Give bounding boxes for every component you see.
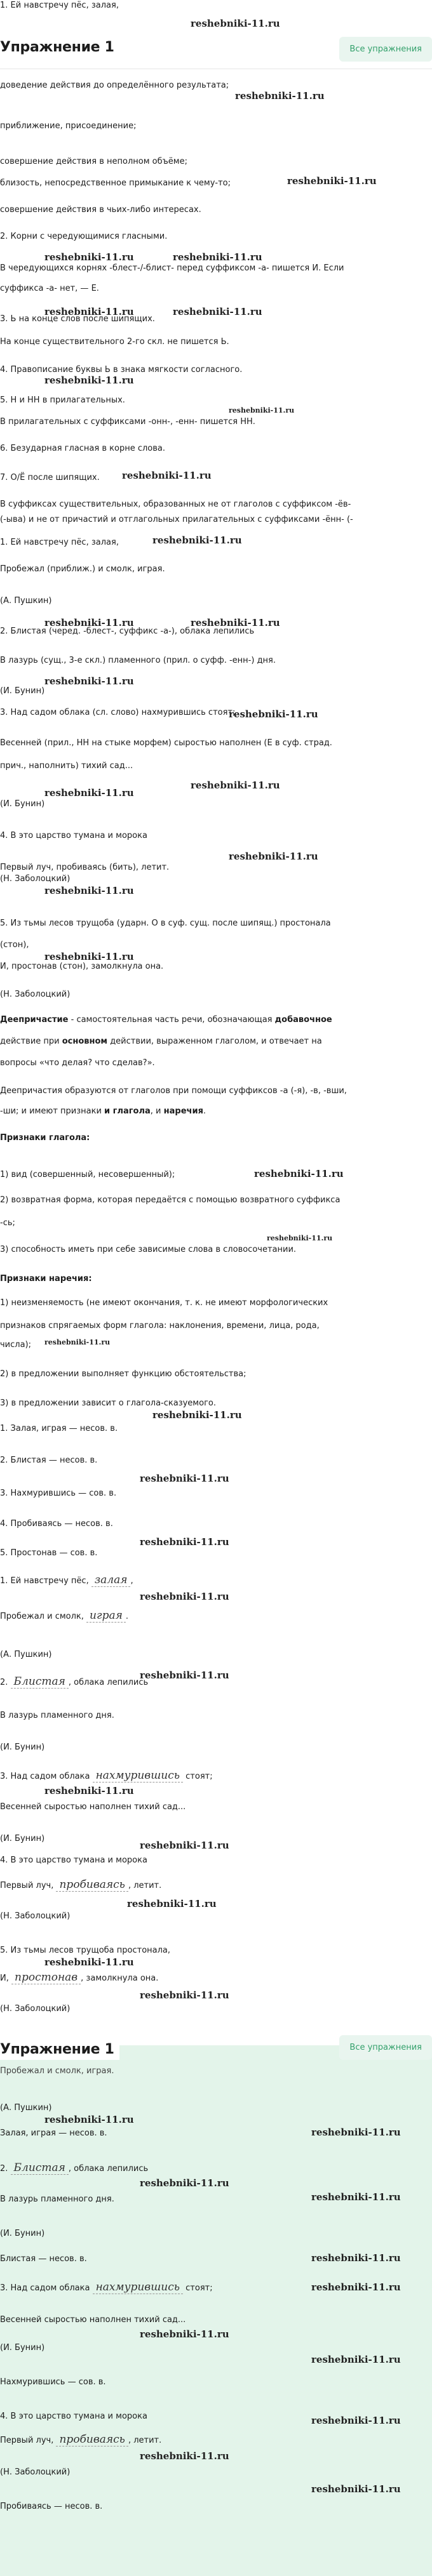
watermark: reshebniki-11.ru [235, 90, 325, 102]
handwritten-answer: играя [86, 1609, 126, 1623]
text-line: 4. Пробиваясь — несов. в. [0, 1519, 113, 1529]
text-line: 1. Залая, играя — несов. в. [0, 1424, 118, 1433]
text-span: 2. [0, 1678, 11, 1687]
text-span: , замолкнула она. [81, 1974, 159, 1983]
text-line: 4. Правописание буквы Ь в знака мягкости согласного. [0, 365, 243, 375]
watermark: reshebniki-11.ru [44, 1785, 134, 1796]
text-span: действие при [0, 1037, 62, 1046]
text-line: Пробежал и смолк, играя. [0, 2066, 114, 2076]
watermark: reshebniki-11.ru [229, 406, 295, 415]
watermark: reshebniki-11.ru [191, 18, 280, 29]
text-line: 5. Из тьмы лесов трущоба (ударн. О в суф. сущ. после шипящ.) простонала [0, 919, 331, 928]
text-span: . [125, 1612, 128, 1621]
watermark: reshebniki-11.ru [122, 470, 212, 481]
text-span: 2. [0, 2164, 11, 2174]
watermark: reshebniki-11.ru [311, 2281, 401, 2293]
text-span: . [203, 1106, 206, 1116]
text-line: (И. Бунин) [0, 799, 45, 809]
watermark: reshebniki-11.ru [267, 1234, 333, 1242]
text-span: Первый луч, [0, 2436, 57, 2445]
text-line: На конце существительного 2-го скл. не пишется Ь. [0, 337, 229, 347]
text-line: 2. Блистая — несов. в. [0, 1456, 98, 1465]
watermark: reshebniki-11.ru [44, 375, 134, 386]
text-line: (Н. Заболоцкий) [0, 990, 71, 999]
text-line: И, простонав (стон), замолкнула она. [0, 962, 164, 971]
text-line: Первый луч, пробиваясь (бить), летит. [0, 863, 170, 872]
text-line: Весенней сыростью наполнен тихий сад... [0, 1802, 186, 1812]
text-line: 2) возвратная форма, которая передаётся с помощью возвратного суффикса [0, 1195, 341, 1205]
text-line: 7. О/Ё после шипящих. [0, 473, 100, 482]
text-line [0, 1014, 332, 1026]
bold-term: наречия [163, 1106, 203, 1116]
text-line: (-ыва) и не от причастий и отглагольных прилагательных с суффиксами -ённ- (- [0, 515, 353, 524]
text-line: 4. В это царство тумана и морока [0, 831, 147, 840]
text-span: 1. Ей навстречу пёс, [0, 1576, 91, 1586]
handwritten-answer: пробиваясь [56, 2433, 128, 2447]
watermark: reshebniki-11.ru [311, 2252, 401, 2264]
text-line: (Н. Заболоцкий) [0, 1911, 71, 1921]
handwritten-answer: нахмурившись [93, 2281, 183, 2294]
watermark: reshebniki-11.ru [44, 1338, 111, 1346]
text-line: 2) в предложении выполняет функцию обстоятельства; [0, 1369, 246, 1379]
text-line [0, 1876, 161, 1894]
watermark: reshebniki-11.ru [311, 2127, 401, 2138]
text-line: В лазурь (сущ., 3-е скл.) пламенного (прил. о суфф. -енн-) дня. [0, 656, 276, 665]
watermark: reshebniki-11.ru [44, 617, 134, 628]
handwritten-answer: пробиваясь [56, 1878, 128, 1892]
text-line: (И. Бунин) [0, 2343, 45, 2353]
text-line: В лазурь пламенного дня. [0, 2194, 114, 2204]
text-line: Деепричастия образуются от глаголов при помощи суффиксов -а (-я), -в, -вши, [0, 1086, 347, 1096]
text-line: 2. Корни с чередующимися гласными. [0, 232, 168, 241]
text-line [0, 1607, 128, 1625]
text-line [0, 1036, 322, 1047]
text-line: Залая, играя — несов. в. [0, 2128, 107, 2138]
watermark: reshebniki-11.ru [287, 175, 377, 187]
text-line: (А. Пушкин) [0, 1650, 52, 1659]
handwritten-answer: нахмурившись [93, 1769, 183, 1783]
text-span: И, [0, 1974, 11, 1983]
watermark: reshebniki-11.ru [127, 1898, 217, 1909]
text-line: совершение действия в чьих-либо интересах. [0, 205, 201, 215]
watermark: reshebniki-11.ru [44, 251, 134, 263]
watermark: reshebniki-11.ru [140, 1670, 229, 1681]
text-span: стоят; [183, 1772, 213, 1781]
section-heading: Признаки глагола: [0, 1133, 90, 1143]
text-line: суффикса -а- нет, — Е. [0, 284, 99, 293]
text-span: -ши; и имеют признаки [0, 1106, 105, 1116]
watermark: reshebniki-11.ru [254, 1168, 344, 1179]
bold-term: Деепричастие [0, 1015, 69, 1025]
text-line: В суффиксах существительных, образованных не от глаголов с суффиксом -ёв- [0, 500, 351, 509]
text-line: Весенней сыростью наполнен тихий сад... [0, 2315, 186, 2325]
watermark: reshebniki-11.ru [140, 1473, 229, 1484]
watermark: reshebniki-11.ru [140, 2177, 229, 2189]
handwritten-answer: залая [91, 1574, 131, 1587]
text-line: близость, непосредственное примыкание к чему-то; [0, 178, 231, 188]
watermark: reshebniki-11.ru [311, 2415, 401, 2426]
text-line: (И. Бунин) [0, 686, 45, 696]
text-line: 1) вид (совершенный, несовершенный); [0, 1170, 175, 1179]
watermark: reshebniki-11.ru [44, 1956, 134, 1968]
text-line: 3. Нахмурившись — сов. в. [0, 1489, 117, 1498]
watermark: reshebniki-11.ru [44, 885, 134, 896]
text-line: признаков спрягаемых форм глагола: наклонения, времени, лица, рода, [0, 1321, 320, 1331]
text-line: 3. Ь на конце слов после шипящих. [0, 314, 155, 324]
watermark: reshebniki-11.ru [311, 2191, 401, 2203]
text-span: - самостоятельная часть речи, обозначающая [68, 1015, 275, 1025]
text-span: , [130, 1576, 133, 1586]
text-span: Пробежал и смолк, [0, 1612, 87, 1621]
text-line: (стон), [0, 940, 29, 950]
watermark: reshebniki-11.ru [152, 1409, 242, 1421]
bold-term: и глагола [104, 1106, 151, 1116]
text-line: (Н. Заболоцкий) [0, 2004, 71, 2014]
text-line: 5. Н и НН в прилагательных. [0, 395, 125, 405]
text-line: В лазурь пламенного дня. [0, 1711, 114, 1720]
exercise-title: Упражнение 1 [0, 2039, 119, 2060]
text-line: 3) способность иметь при себе зависимые слова в словосочетании. [0, 1245, 297, 1254]
text-line [0, 1673, 148, 1691]
text-line: 6. Безударная гласная в корне слова. [0, 444, 166, 453]
all-exercises-button[interactable]: Все упражнения [339, 2035, 432, 2060]
text-span: , облака лепились [68, 2164, 149, 2174]
text-line: (Н. Заболоцкий) [0, 874, 71, 884]
watermark: reshebniki-11.ru [191, 617, 280, 628]
text-line [0, 1572, 133, 1590]
watermark: reshebniki-11.ru [229, 708, 318, 720]
watermark: reshebniki-11.ru [44, 951, 134, 962]
all-exercises-button[interactable]: Все упражнения [339, 37, 432, 62]
text-span: Первый луч, [0, 1881, 57, 1890]
text-line: В чередующихся корнях -блест-/-блист- перед суффиксом -а- пишется И. Если [0, 263, 344, 273]
bold-term: основном [62, 1037, 108, 1046]
watermark: reshebniki-11.ru [140, 2328, 229, 2340]
watermark: reshebniki-11.ru [140, 2450, 229, 2462]
text-line [0, 1106, 206, 1117]
text-line: Пробиваясь — несов. в. [0, 2502, 103, 2511]
text-span: 3. Над садом облака [0, 1772, 93, 1781]
text-line: доведение действия до определённого результата; [0, 81, 229, 90]
text-line: 1) неизменяемость (не имеют окончания, т. к. не имеют морфологических [0, 1298, 328, 1308]
text-span: стоят; [183, 2283, 213, 2293]
text-line: В прилагательных с суффиксами -онн-, -енн- пишется НН. [0, 417, 255, 427]
text-line: Весенней (прил., НН на стыке морфем) сыростью наполнен (Е в суф. страд. [0, 738, 332, 748]
watermark: reshebniki-11.ru [44, 787, 134, 799]
handwritten-answer: Блистая [11, 2161, 69, 2175]
section-heading: Признаки наречия: [0, 1274, 92, 1284]
watermark: reshebniki-11.ru [173, 306, 262, 317]
watermark: reshebniki-11.ru [140, 1989, 229, 2001]
text-line: приближение, присоединение; [0, 121, 137, 131]
watermark: reshebniki-11.ru [152, 534, 242, 546]
watermark: reshebniki-11.ru [229, 851, 318, 862]
text-line: Блистая — несов. в. [0, 2254, 87, 2264]
text-line: вопросы «что делая? что сделав?». [0, 1058, 155, 1068]
text-line: (И. Бунин) [0, 2229, 45, 2238]
text-line [0, 1969, 158, 1987]
handwritten-answer: Блистая [11, 1675, 69, 1689]
text-line: -сь; [0, 1218, 15, 1228]
watermark: reshebniki-11.ru [140, 1591, 229, 1602]
text-line: (А. Пушкин) [0, 2103, 52, 2113]
watermark: reshebniki-11.ru [173, 251, 262, 263]
watermark: reshebniki-11.ru [140, 1536, 229, 1548]
text-line: 5. Из тьмы лесов трущоба простонала, [0, 1946, 171, 1955]
text-line [0, 2279, 213, 2297]
text-span: 3. Над садом облака [0, 2283, 93, 2293]
text-span: действии, выраженном глаголом, и отвечает на [107, 1037, 322, 1046]
text-line: Пробежал (приближ.) и смолк, играя. [0, 564, 165, 574]
text-line: 1. Ей навстречу пёс, залая, [0, 538, 119, 547]
exercise-title: Упражнение 1 [0, 39, 114, 55]
text-line: 1. Ей навстречу пёс, залая, [0, 1, 119, 10]
watermark: reshebniki-11.ru [44, 306, 134, 317]
text-line: числа); [0, 1340, 32, 1350]
text-span: , и [150, 1106, 164, 1116]
text-line: 3. Над садом облака (сл. слово) нахмурившись стоят; [0, 708, 236, 717]
text-line: (И. Бунин) [0, 1834, 45, 1843]
watermark: reshebniki-11.ru [44, 2114, 134, 2125]
text-line: 4. В это царство тумана и морока [0, 1856, 147, 1865]
text-line: (Н. Заболоцкий) [0, 2467, 71, 2477]
handwritten-answer: простонав [11, 1971, 81, 1984]
text-line: 4. В это царство тумана и морока [0, 2412, 147, 2421]
text-line [0, 1767, 213, 1785]
text-line: (И. Бунин) [0, 1743, 45, 1752]
text-line: 3) в предложении зависит о глагола-сказуемого. [0, 1398, 216, 1408]
watermark: reshebniki-11.ru [191, 780, 280, 791]
watermark: reshebniki-11.ru [311, 2354, 401, 2365]
text-line: совершение действия в неполном объёме; [0, 157, 187, 166]
text-line: 5. Простонав — сов. в. [0, 1548, 98, 1558]
text-line: 2. Блистая (черед. -блест-, суффикс -а-), облака лепились [0, 627, 255, 636]
text-line [0, 2431, 161, 2449]
text-line [0, 2160, 148, 2177]
watermark: reshebniki-11.ru [311, 2483, 401, 2495]
text-line: (А. Пушкин) [0, 596, 52, 606]
text-line: Нахмурившись — сов. в. [0, 2377, 106, 2387]
watermark: reshebniki-11.ru [140, 1840, 229, 1851]
watermark: reshebniki-11.ru [44, 675, 134, 687]
text-line: прич., наполнить) тихий сад... [0, 761, 133, 771]
bold-term: добавочное [274, 1015, 332, 1025]
text-span: , облака лепились [68, 1678, 149, 1687]
text-span: , летит. [128, 2436, 162, 2445]
text-span: , летит. [128, 1881, 162, 1890]
